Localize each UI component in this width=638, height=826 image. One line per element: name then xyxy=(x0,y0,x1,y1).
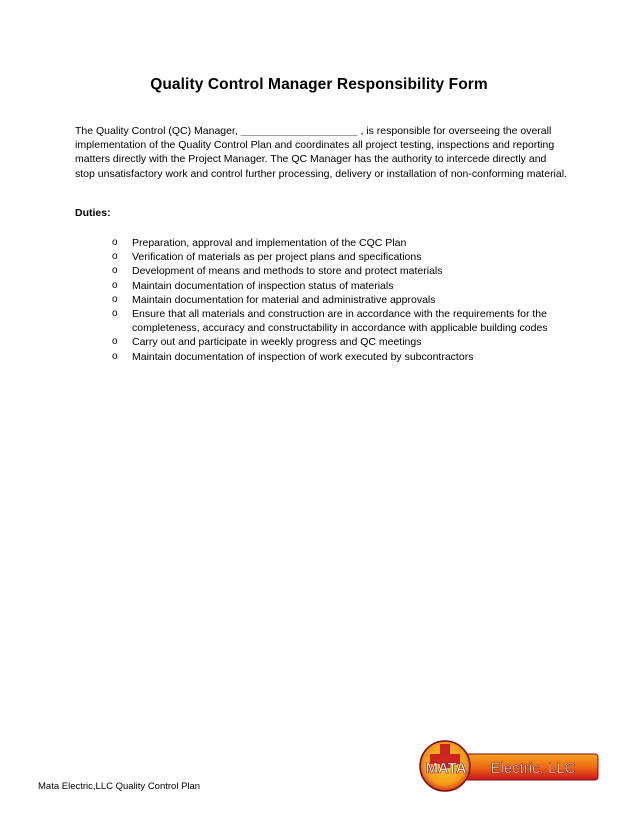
circle-bullet-icon: o xyxy=(112,237,118,248)
circle-bullet-icon: o xyxy=(112,308,118,320)
duty-text: Maintain documentation for material and administrative approvals xyxy=(132,293,436,306)
intro-paragraph xyxy=(75,124,567,181)
duties-heading: Duties: xyxy=(75,207,111,219)
logo-mark-text: MATA xyxy=(425,760,467,777)
duty-text: Preparation, approval and implementation of the CQC Plan xyxy=(132,237,407,249)
qc-manager-name-blank[interactable]: ____________________ xyxy=(240,125,358,137)
footer-text: Mata Electric,LLC Quality Control Plan xyxy=(38,781,201,792)
list-item xyxy=(112,293,564,307)
mata-electric-logo xyxy=(418,736,602,794)
circle-bullet-icon: o xyxy=(112,293,118,305)
circle-bullet-icon: o xyxy=(112,265,118,277)
duty-text: Maintain documentation of inspection of work executed by subcontractors xyxy=(132,350,474,363)
list-item xyxy=(112,335,564,349)
logo-company-text: Electric, LLC xyxy=(490,760,576,777)
duty-text: Verification of materials as per project plans and specifications xyxy=(132,251,422,264)
list-item xyxy=(112,250,564,264)
circle-bullet-icon: o xyxy=(112,251,118,263)
page-title: Quality Control Manager Responsibility Form xyxy=(150,76,488,93)
list-item xyxy=(112,307,564,335)
duty-text: Development of means and methods to store and protect materials xyxy=(132,265,443,278)
circle-bullet-icon: o xyxy=(112,336,118,348)
circle-bullet-icon: o xyxy=(112,279,118,291)
duties-list xyxy=(112,236,564,364)
duty-text: Ensure that all materials and construction are in accordance with the requirements for the completeness, accuracy and constructability in accordance with applicable building codes xyxy=(132,308,548,335)
list-item xyxy=(112,264,564,278)
circle-bullet-icon: o xyxy=(112,350,118,362)
duty-text: Maintain documentation of inspection status of materials xyxy=(132,279,394,292)
duty-text: Carry out and participate in weekly progress and QC meetings xyxy=(132,336,422,349)
list-item xyxy=(112,350,564,364)
intro-text-end: , is responsible for overseeing the overall implementation of the Quality Control Plan and coordinates all project testing, inspections and reporting matters directly with the Project Manager. The QC Manager has the authority to intercede directly and stop unsatisfactory work and control further processing, delivery or installation of non-conforming material. xyxy=(75,125,567,180)
intro-text-start: The Quality Control (QC) Manager, xyxy=(75,125,238,137)
list-item xyxy=(112,236,564,250)
list-item xyxy=(112,279,564,293)
